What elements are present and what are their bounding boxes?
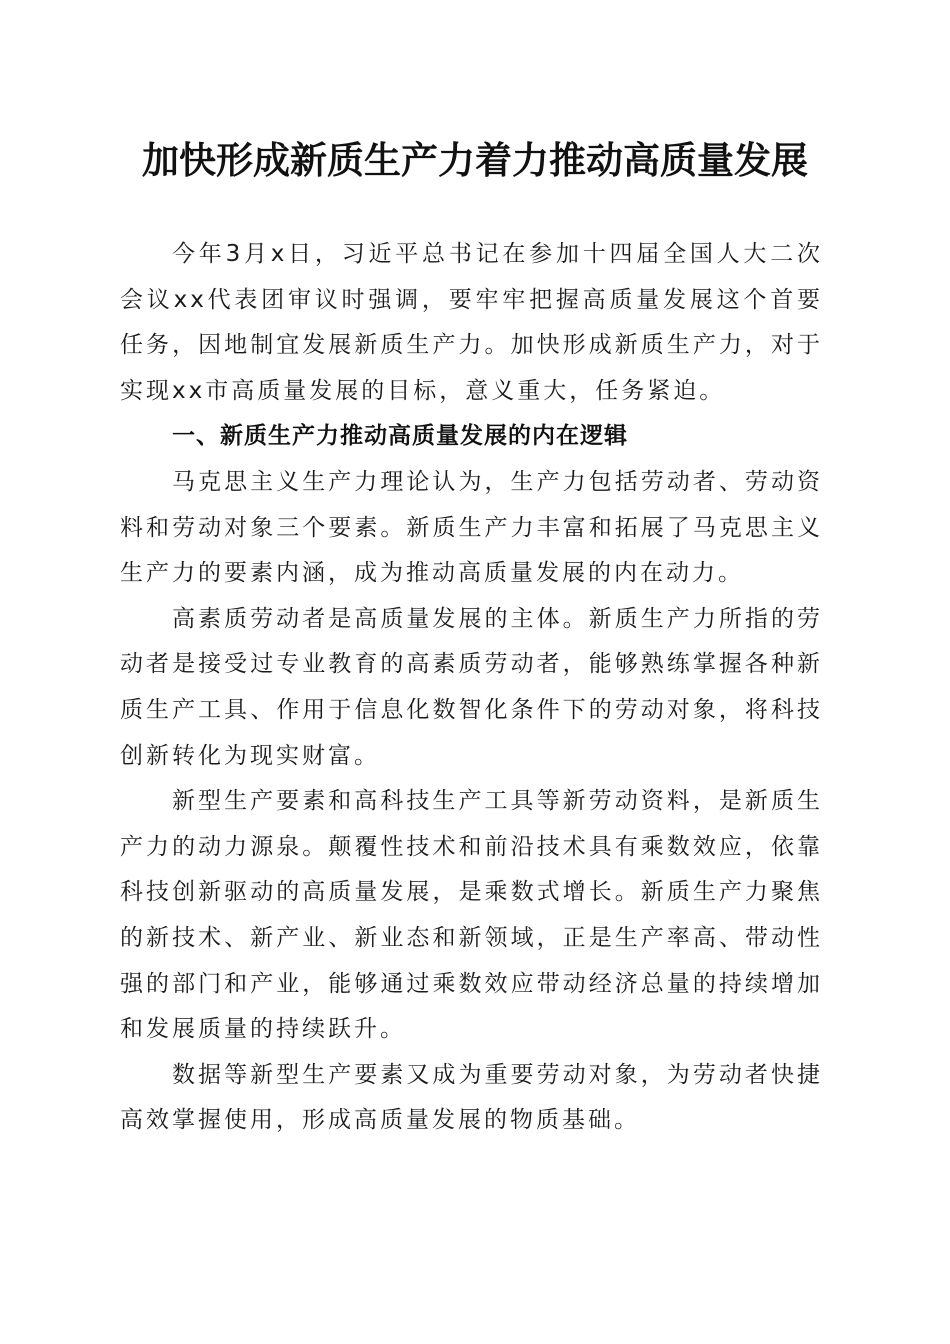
document-body (120, 232, 823, 1144)
document-title: 加快形成新质生产力着力推动高质量发展 (142, 138, 808, 182)
intro-paragraph: 今年3月x日，习近平总书记在参加十四届全国人大二次会议xx代表团审议时强调，要牢牢把握高质量发展这个首要任务，因地制宜发展新质生产力。加快形成新质生产力，对于实现xx市高质量发展的目标，意义重大，任务紧迫。 (120, 241, 823, 404)
section1-paragraph-3: 新型生产要素和高科技生产工具等新劳动资料，是新质生产力的动力源泉。颠覆性技术和前沿技术具有乘数效应，依靠科技创新驱动的高质量发展，是乘数式增长。新质生产力聚焦的新技术、新产业、新业态和新领域，正是生产率高、带动性强的部门和产业，能够通过乘数效应带动经济总量的持续增加和发展质量的持续跃升。 (120, 788, 823, 1043)
section1-paragraph-2: 高素质劳动者是高质量发展的主体。新质生产力所指的劳动者是接受过专业教育的高素质劳动者，能够熟练掌握各种新质生产工具、作用于信息化数智化条件下的劳动对象，将科技创新转化为现实财富。 (120, 605, 823, 769)
section1-paragraph-1: 马克思主义生产力理论认为，生产力包括劳动者、劳动资料和劳动对象三个要素。新质生产力丰富和拓展了马克思主义生产力的要素内涵，成为推动高质量发展的内在动力。 (120, 468, 823, 587)
section1-paragraph-4: 数据等新型生产要素又成为重要劳动对象，为劳动者快捷高效掌握使用，形成高质量发展的物质基础。 (120, 1061, 823, 1134)
section-heading-1: 一、新质生产力推动高质量发展的内在逻辑 (172, 423, 628, 450)
